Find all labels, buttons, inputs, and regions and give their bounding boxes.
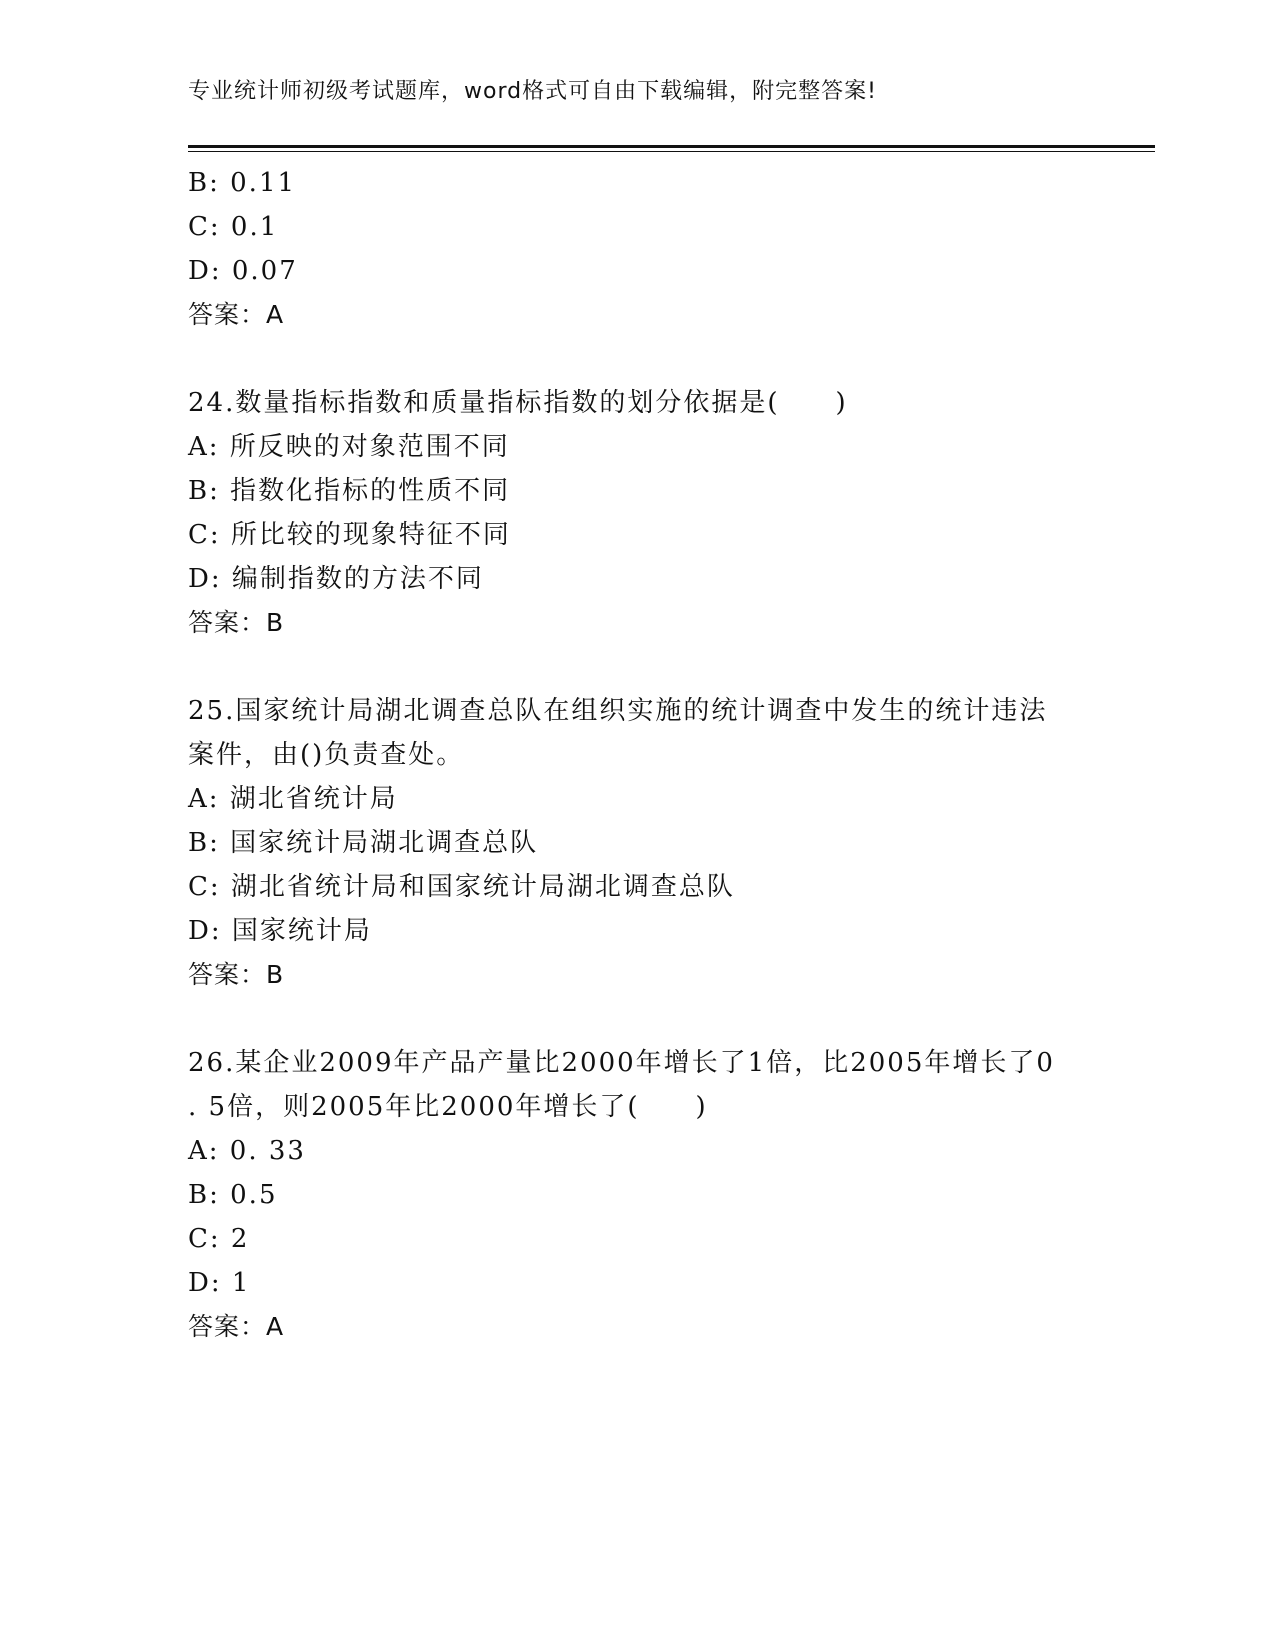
answer: 答案：A <box>188 1312 285 1341</box>
question-text-line-1: 25.国家统计局湖北调查总队在组织实施的统计调查中发生的统计违法 <box>188 696 1048 726</box>
option-c: C: 所比较的现象特征不同 <box>188 520 511 550</box>
option-d: D: 国家统计局 <box>188 916 372 946</box>
answer: 答案：B <box>188 608 285 637</box>
option-c: C: 湖北省统计局和国家统计局湖北调查总队 <box>188 872 735 902</box>
question-text-line-2: 案件，由()负责查处。 <box>188 740 465 770</box>
page-header: 专业统计师初级考试题库，word格式可自由下载编辑，附完整答案! <box>188 79 877 104</box>
option-b: B: 0.11 <box>188 168 297 198</box>
option-a: A: 湖北省统计局 <box>188 784 398 814</box>
spacer <box>188 337 1088 381</box>
question-24 <box>188 381 1088 645</box>
question-text-line-2: . 5倍，则2005年比2000年增长了( ) <box>188 1092 708 1122</box>
header-rule-thick <box>188 145 1155 148</box>
header-rule-thin <box>188 151 1155 152</box>
spacer <box>188 997 1088 1041</box>
option-b: B: 指数化指标的性质不同 <box>188 476 511 506</box>
question-25 <box>188 689 1088 997</box>
option-b: B: 0.5 <box>188 1180 278 1210</box>
option-b: B: 国家统计局湖北调查总队 <box>188 828 539 858</box>
answer: 答案：A <box>188 300 285 329</box>
question-23-tail <box>188 161 1088 337</box>
spacer <box>188 645 1088 689</box>
option-c: C: 0.1 <box>188 212 279 242</box>
question-text-line-1: 26.某企业2009年产品产量比2000年增长了1倍，比2005年增长了0 <box>188 1048 1055 1078</box>
option-d: D: 0.07 <box>188 256 298 286</box>
answer: 答案：B <box>188 960 285 989</box>
question-list <box>188 161 1088 1349</box>
option-d: D: 1 <box>188 1268 251 1298</box>
option-a: A: 0. 33 <box>188 1136 306 1166</box>
option-d: D: 编制指数的方法不同 <box>188 564 484 594</box>
question-26 <box>188 1041 1088 1349</box>
option-a: A: 所反映的对象范围不同 <box>188 432 510 462</box>
option-c: C: 2 <box>188 1224 250 1254</box>
question-text: 24.数量指标指数和质量指标指数的划分依据是( ) <box>188 388 848 418</box>
